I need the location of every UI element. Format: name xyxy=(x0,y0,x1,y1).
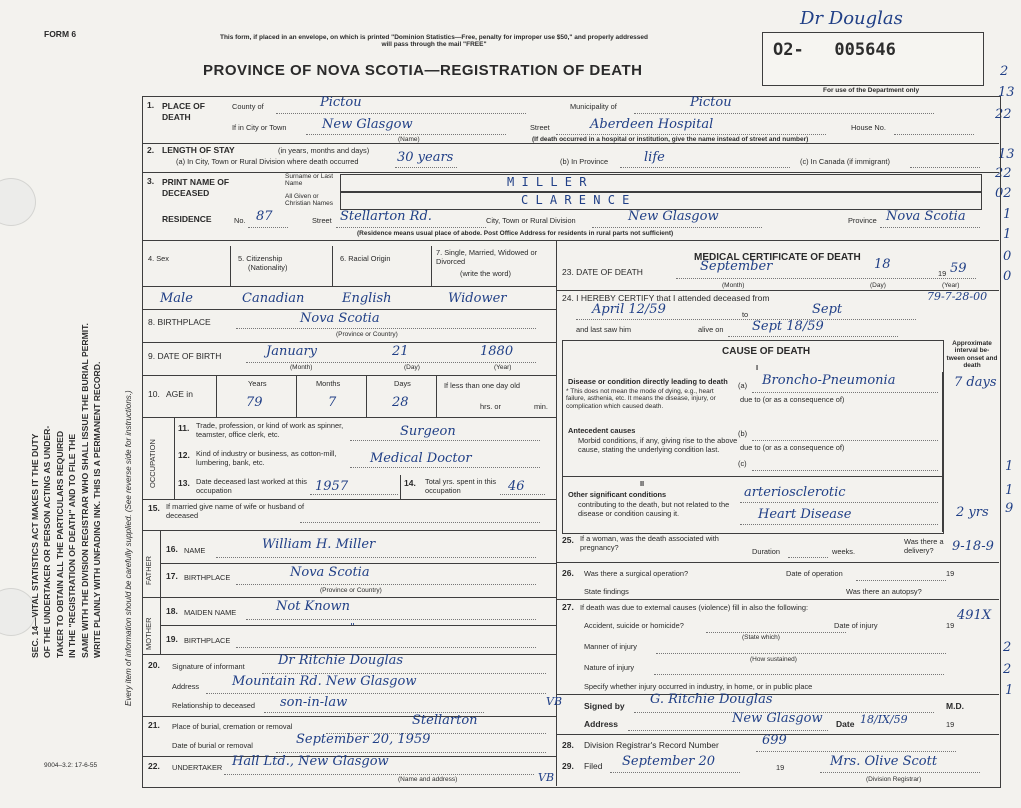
father-side-label: FATHER xyxy=(144,555,153,585)
item-number: 3. xyxy=(147,176,155,186)
trade-value: Surgeon xyxy=(400,424,456,439)
item-number: 15. xyxy=(148,503,160,513)
cause-part-one: I xyxy=(756,363,759,372)
attended-to-label: to xyxy=(742,310,749,319)
province-hint: (Province or Country) xyxy=(320,587,382,594)
birthplace-value: Nova Scotia xyxy=(300,311,380,326)
place-of-death-label: PLACE OF DEATH xyxy=(162,101,205,123)
residence-no-value: 87 xyxy=(256,209,273,224)
marital-status-label: 7. Single, Married, Widowed or Divorced xyxy=(436,248,538,266)
signed-date-value: 18/IX/59 xyxy=(860,713,908,726)
code-annotation: 79-7-28-00 xyxy=(927,290,988,303)
residence-label: RESIDENCE xyxy=(162,214,212,224)
item-number: 1. xyxy=(147,100,155,110)
manner-of-injury-label: Manner of injury xyxy=(584,642,637,651)
code-annotation: 1 xyxy=(1005,459,1014,474)
stay-city-label: (a) In City, Town or Rural Division where death occurred xyxy=(176,157,359,166)
filed-date-value: September 20 xyxy=(622,754,716,769)
date-of-death-label: 23. DATE OF DEATH xyxy=(562,267,643,277)
municipality-value: Pictou xyxy=(690,95,732,110)
cause-b-label: (b) xyxy=(738,429,748,438)
death-year-prefix: 19 xyxy=(938,269,947,278)
informant-relationship-value: son-in-law xyxy=(280,695,348,710)
ditto-mark: " xyxy=(350,621,356,634)
verification-mark: VB xyxy=(546,695,563,708)
city-or-town-value: New Glasgow xyxy=(322,117,413,132)
burial-date-value: September 20, 1959 xyxy=(296,732,431,747)
informant-signature-label: Signature of informant xyxy=(172,662,245,671)
item-number: 14. xyxy=(404,478,416,488)
stay-province-label: (b) In Province xyxy=(560,157,609,166)
date-of-birth-label: 9. DATE OF BIRTH xyxy=(148,351,222,361)
street-label: Street xyxy=(530,123,550,132)
surname-label: Surname or Last Name xyxy=(285,173,334,188)
item-number: 13. xyxy=(178,478,190,488)
item-number: 10. xyxy=(148,389,160,399)
other-condition-2: Heart Disease xyxy=(758,507,852,522)
division-registrar-label: (Division Registrar) xyxy=(866,776,922,783)
interval-header: Approximate interval be- tween onset and death xyxy=(946,340,998,370)
state-which-hint: (State which) xyxy=(742,634,780,641)
undertaker-value: Hall Ltd., New Glasgow xyxy=(232,754,389,769)
spouse-label: If married give name of wife or husband of deceased xyxy=(166,502,305,520)
weeks-label: weeks. xyxy=(832,547,856,556)
residence-city-label: City, Town or Rural Division xyxy=(486,216,576,225)
street-value: Aberdeen Hospital xyxy=(590,117,714,132)
item-number: 19. xyxy=(166,634,178,644)
disease-hint: * This does not mean the mode of dying, e.g., heart failure, asthenia, etc. It means the disease, injury, or complication which caused death. xyxy=(566,388,716,410)
external-causes-label: If death was due to external causes (violence) fill in also the following: xyxy=(580,603,809,612)
antecedent-hint: Morbid conditions, if any, giving rise to the above cause, stating the underlying condition last. xyxy=(578,436,738,454)
code-annotation: 9-18-9 xyxy=(952,539,994,554)
date-of-birth-day: 21 xyxy=(392,344,409,359)
marital-status-hint: (write the word) xyxy=(460,269,511,278)
less-than-day-label: If less than one day old xyxy=(444,381,521,390)
filed-year-prefix: 19 xyxy=(776,763,785,772)
total-years-label: Total yrs. spent in this occupation xyxy=(425,477,497,495)
item-number: 21. xyxy=(148,720,160,730)
injury-year-prefix: 19 xyxy=(946,621,955,630)
specify-injury-location-label: Specify whether injury occurred in industry, in home, or in public place xyxy=(584,682,813,691)
dob-year-hint: (Year) xyxy=(494,364,512,371)
surname-box xyxy=(340,174,982,192)
code-annotation: 9 xyxy=(1005,501,1014,516)
city-or-town-label: If in City or Town xyxy=(232,123,287,132)
item-number: 12. xyxy=(178,450,190,460)
alive-on-value: Sept 18/59 xyxy=(752,319,824,334)
last-saw-label: and last saw him xyxy=(576,325,632,334)
department-annotation: Dr Douglas xyxy=(800,8,903,29)
last-worked-label: Date deceased last worked at this occupation xyxy=(196,477,307,495)
other-conditions-label: Other significant conditions xyxy=(568,490,667,499)
months-label: Months xyxy=(316,379,341,388)
burial-place-label: Place of burial, cremation or removal xyxy=(172,722,293,731)
name-hint: (Name) xyxy=(398,136,420,143)
cause-part-two: II xyxy=(640,479,645,488)
father-birthplace-value: Nova Scotia xyxy=(290,565,370,580)
item-number: 29. xyxy=(562,761,574,771)
verification-mark: VB xyxy=(538,771,555,784)
division-registrar-value: Mrs. Olive Scott xyxy=(830,754,938,769)
item-number: 2. xyxy=(147,145,155,155)
undertaker-label: UNDERTAKER xyxy=(172,763,223,772)
item-number: 27. xyxy=(562,602,574,612)
operation-year-prefix: 19 xyxy=(946,569,955,578)
pregnancy-label: If a woman, was the death associated with pregnancy? xyxy=(580,534,719,552)
code-annotation: 491X xyxy=(957,608,992,623)
birthplace-label: 8. BIRTHPLACE xyxy=(148,317,211,327)
length-of-stay-hint: (in years, months and days) xyxy=(278,146,370,155)
signed-by-value: G. Ritchie Douglas xyxy=(650,692,773,707)
date-of-birth-month: January xyxy=(266,344,318,359)
death-day-hint: (Day) xyxy=(870,282,886,289)
cause-a-label: (a) xyxy=(738,381,748,390)
informant-address-label: Address xyxy=(172,682,200,691)
interval-a-value: 7 days xyxy=(954,375,997,390)
signed-year-prefix: 19 xyxy=(946,720,955,729)
other-conditions-hint: contributing to the death, but not related to the disease or condition causing it. xyxy=(578,500,730,518)
age-years-value: 79 xyxy=(246,395,263,410)
minutes-label: min. xyxy=(534,402,548,411)
cause-c-label: (c) xyxy=(738,459,747,468)
code-annotation: 2 xyxy=(1003,640,1012,655)
attendance-label: 24. I HEREBY CERTIFY that I attended deceased from xyxy=(562,293,770,303)
hours-label: hrs. or xyxy=(480,402,501,411)
stay-canada-label: (c) In Canada (if immigrant) xyxy=(800,157,890,166)
mother-birthplace-label: BIRTHPLACE xyxy=(184,636,231,645)
date-of-death-day: 18 xyxy=(874,257,891,272)
residence-province-value: Nova Scotia xyxy=(886,209,966,224)
total-years-value: 46 xyxy=(508,479,525,494)
record-number-label: Division Registrar's Record Number xyxy=(584,740,719,750)
death-month-hint: (Month) xyxy=(722,282,745,289)
days-label: Days xyxy=(394,379,411,388)
age-months-value: 7 xyxy=(328,395,337,410)
code-annotation: 1 xyxy=(1005,683,1014,698)
municipality-label: Municipality of xyxy=(570,102,617,111)
age-days-value: 28 xyxy=(392,395,409,410)
duration-label: Duration xyxy=(752,547,780,556)
industry-value: Medical Doctor xyxy=(370,451,472,466)
code-annotation: 22 xyxy=(995,107,1012,122)
item-number: 18. xyxy=(166,606,178,616)
alive-on-label: alive on xyxy=(698,325,724,334)
county-label: County of xyxy=(232,102,264,111)
record-number-value: 699 xyxy=(762,733,787,748)
accident-label: Accident, suicide or homicide? xyxy=(584,621,684,630)
code-annotation: 13 xyxy=(998,147,1015,162)
filed-label: Filed xyxy=(584,761,603,771)
attended-from-value: April 12/59 xyxy=(592,302,666,317)
mother-side-label: MOTHER xyxy=(144,617,153,650)
item-number: 20. xyxy=(148,660,160,670)
item-number: 26. xyxy=(562,568,574,578)
md-label: M.D. xyxy=(946,701,964,711)
other-condition-1: arteriosclerotic xyxy=(744,485,846,500)
print-name-label: PRINT NAME OF DECEASED xyxy=(162,177,230,199)
father-birthplace-label: BIRTHPLACE xyxy=(184,573,231,582)
informant-relationship-label: Relationship to deceased xyxy=(172,701,255,710)
form-title: PROVINCE OF NOVA SCOTIA—REGISTRATION OF DEATH xyxy=(203,62,643,79)
residence-street-value: Stellarton Rd. xyxy=(340,209,432,224)
father-name-value: William H. Miller xyxy=(262,537,376,552)
delivery-label: Was there a delivery? xyxy=(904,537,944,555)
racial-origin-label: 6. Racial Origin xyxy=(340,254,391,263)
given-names-label: All Given or Christian Names xyxy=(285,193,334,208)
stay-city-value: 30 years xyxy=(397,150,454,165)
code-annotation: 1 xyxy=(1005,483,1014,498)
dob-day-hint: (Day) xyxy=(404,364,420,371)
date-of-birth-year: 1880 xyxy=(480,344,514,359)
department-use-label: For use of the Department only xyxy=(823,87,920,94)
name-and-address-hint: (Name and address) xyxy=(398,776,458,783)
due-to-label: due to (or as a consequence of) xyxy=(740,443,845,452)
house-number-label: House No. xyxy=(851,123,886,132)
surgery-label: Was there a surgical operation? xyxy=(584,569,689,578)
cause-a-value: Broncho-Pneumonia xyxy=(762,373,896,388)
mailing-notice: This form, if placed in an envelope, on which is printed "Dominion Statistics—Free, penalty for improper use $50," and properly addressed will pass through the mail "FREE" xyxy=(219,34,649,49)
informant-address-value: Mountain Rd. New Glasgow xyxy=(232,674,417,689)
residence-no-label: No. xyxy=(234,216,246,225)
injury-date-label: Date of injury xyxy=(834,621,878,630)
date-of-death-year: 59 xyxy=(950,261,967,276)
physician-address-label: Address xyxy=(584,719,619,729)
sex-value: Male xyxy=(160,291,193,306)
dob-month-hint: (Month) xyxy=(290,364,313,371)
sex-label: 4. Sex xyxy=(148,254,169,263)
registration-number: O2- 005646 xyxy=(773,40,896,60)
interval-other-value: 2 yrs xyxy=(956,505,989,520)
given-names-value: C L A R E N C E xyxy=(521,193,630,207)
age-label: AGE in xyxy=(166,389,193,399)
residence-city-value: New Glasgow xyxy=(628,209,719,224)
informant-signature-value: Dr Ritchie Douglas xyxy=(278,653,404,668)
father-name-label: NAME xyxy=(184,546,206,555)
how-sustained-hint: (How sustained) xyxy=(750,656,797,663)
physician-address-value: New Glasgow xyxy=(732,711,823,726)
residence-province-label: Province xyxy=(848,216,877,225)
antecedent-label: Antecedent causes xyxy=(568,426,636,435)
street-hint: (If death occurred in a hospital or institution, give the name instead of street and number) xyxy=(532,136,809,143)
years-label: Years xyxy=(248,379,267,388)
racial-origin-value: English xyxy=(342,291,392,306)
item-number: 25. xyxy=(562,535,574,545)
footer-code: 9004–3.2: 17-6-55 xyxy=(44,762,98,769)
code-annotation: 1 xyxy=(1003,207,1012,222)
code-annotation: 2 xyxy=(1003,662,1012,677)
length-of-stay-label: LENGTH OF STAY xyxy=(162,145,235,155)
code-annotation: 2 xyxy=(1000,64,1009,79)
reverse-side-note: Every item of information should be carefully supplied. (See reverse side for instructions.) xyxy=(124,390,133,706)
signed-by-label: Signed by xyxy=(584,701,625,711)
form-number: FORM 6 xyxy=(44,29,77,39)
item-number: 22. xyxy=(148,761,160,771)
last-worked-value: 1957 xyxy=(315,479,349,494)
code-annotation: 0 xyxy=(1003,249,1012,264)
cause-of-death-header: CAUSE OF DEATH xyxy=(722,346,811,357)
item-number: 11. xyxy=(178,423,190,433)
occupation-side-label: OCCUPATION xyxy=(148,439,157,488)
item-number: 17. xyxy=(166,571,178,581)
burial-date-label: Date of burial or removal xyxy=(172,741,253,750)
burial-place-value: Stellarton xyxy=(412,713,478,728)
punch-hole-top xyxy=(0,178,36,226)
code-annotation: 13 xyxy=(998,85,1015,100)
attended-to-value: Sept xyxy=(812,302,843,317)
residence-hint: (Residence means usual place of abode. Post Office Address for residents in rural parts not sufficient) xyxy=(357,230,674,237)
code-annotation: 02 xyxy=(995,186,1012,201)
autopsy-label: Was there an autopsy? xyxy=(846,587,922,596)
stay-province-value: life xyxy=(644,150,665,165)
industry-label: Kind of industry or business, as cotton-mill, lumbering, bank, etc. xyxy=(196,449,337,467)
operation-date-label: Date of operation xyxy=(786,569,843,578)
disease-label: Disease or condition directly leading to death xyxy=(568,377,728,386)
code-annotation: 22 xyxy=(995,166,1012,181)
date-of-death-month: September xyxy=(700,259,773,274)
birthplace-hint: (Province or Country) xyxy=(336,331,398,338)
nature-of-injury-label: Nature of injury xyxy=(584,663,635,672)
marital-status-value: Widower xyxy=(448,291,507,306)
item-number: 28. xyxy=(562,740,574,750)
medical-certificate-header: MEDICAL CERTIFICATE OF DEATH xyxy=(694,252,861,263)
citizenship-value: Canadian xyxy=(242,291,305,306)
death-year-hint: (Year) xyxy=(942,282,960,289)
given-names-box xyxy=(340,192,982,210)
item-number: 16. xyxy=(166,544,178,554)
due-to-label: due to (or as a consequence of) xyxy=(740,395,845,404)
statutory-notice: SEC. 14—VITAL STATISTICS ACT MAKES IT THE DUTY OF THE UNDERTAKER OR PERSON ACTING AS UNDER- TAKER TO OBTAIN ALL THE PARTICULARS REQUIRED IN THE "REGISTRATION OF DEATH" AND TO FILE THE SAME WITH THE DIVISION REGISTRAR WHO SHALL ISSUE THE BURIAL PERMIT. WRITE PLAINLY WITH UNFADING INK. THIS IS A PERMANENT RECORD. xyxy=(30,323,103,658)
mother-maiden-name-label: MAIDEN NAME xyxy=(184,608,237,617)
residence-street-label: Street xyxy=(312,216,332,225)
citizenship-label: 5. Citizenship xyxy=(238,254,283,263)
mother-maiden-name-value: Not Known xyxy=(276,599,350,614)
citizenship-hint: (Nationality) xyxy=(248,263,288,272)
surname-value: M I L L E R xyxy=(507,175,587,189)
signed-date-label: Date xyxy=(836,719,855,729)
code-annotation: 1 xyxy=(1003,227,1012,242)
code-annotation: 0 xyxy=(1003,269,1012,284)
state-findings-label: State findings xyxy=(584,587,629,596)
county-value: Pictou xyxy=(320,95,362,110)
trade-label: Trade, profession, or kind of work as spinner, teamster, office clerk, etc. xyxy=(196,421,344,439)
